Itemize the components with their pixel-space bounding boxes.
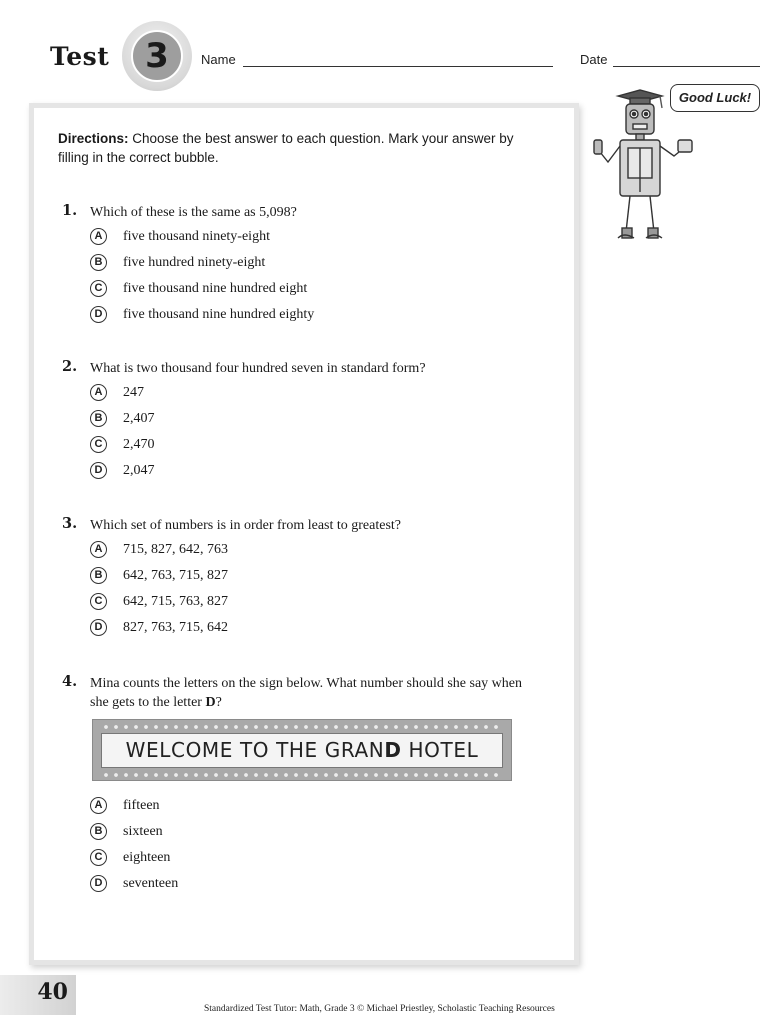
answer-text: 2,407 [123, 411, 155, 426]
answer-text: seventeen [123, 876, 179, 891]
answer-bubble-c[interactable]: C [90, 280, 107, 297]
question-text-main: Mina counts the letters on the sign below. What number should she say when she gets to the letter [90, 676, 522, 710]
answer-bubble-d[interactable]: D [90, 306, 107, 323]
answer-bubble-b[interactable]: B [90, 823, 107, 840]
date-label: Date [580, 52, 608, 67]
question-text-letter: D [205, 695, 216, 710]
question-text: Which of these is the same as 5,098? [90, 205, 297, 220]
answer-text: 827, 763, 715, 642 [123, 620, 228, 635]
directions [58, 129, 528, 167]
answer-text: five thousand nine hundred eight [123, 281, 308, 296]
sign-text-end: HOTEL [401, 738, 479, 762]
answer-bubble-a[interactable]: A [90, 541, 107, 558]
answer-text: five thousand ninety-eight [123, 229, 270, 244]
answer-text: 247 [123, 385, 144, 400]
answer-bubble-d[interactable]: D [90, 875, 107, 892]
question-number: 2. [62, 358, 78, 375]
answer-bubble-d[interactable]: D [90, 462, 107, 479]
question-number: 3. [62, 515, 78, 532]
answer-text: 2,470 [123, 437, 155, 452]
answer-text: 2,047 [123, 463, 155, 478]
answer-text: five hundred ninety-eight [123, 255, 266, 270]
sign-text-start: WELCOME TO THE GRAN [125, 738, 385, 762]
question-text: What is two thousand four hundred seven in standard form? [90, 361, 426, 376]
hotel-sign [92, 719, 512, 781]
page-number-tab [0, 975, 76, 1015]
answer-bubble-c[interactable]: C [90, 849, 107, 866]
answer-bubble-b[interactable]: B [90, 254, 107, 271]
name-field[interactable] [243, 66, 553, 67]
answer-text: fifteen [123, 798, 160, 813]
question-text [90, 674, 530, 712]
sign-text [101, 733, 503, 768]
answer-text: 642, 763, 715, 827 [123, 568, 228, 583]
page-number: 40 [37, 979, 68, 1005]
answer-text: 715, 827, 642, 763 [123, 542, 228, 557]
answer-bubble-c[interactable]: C [90, 436, 107, 453]
answer-text: five thousand nine hundred eighty [123, 307, 315, 322]
answer-bubble-a[interactable]: A [90, 228, 107, 245]
answer-text: sixteen [123, 824, 163, 839]
answer-bubble-a[interactable]: A [90, 797, 107, 814]
answer-text: 642, 715, 763, 827 [123, 594, 228, 609]
question-number: 1. [62, 202, 78, 219]
question-text-end: ? [215, 695, 222, 710]
answer-bubble-b[interactable]: B [90, 567, 107, 584]
sign-lights-bottom [101, 771, 503, 779]
good-luck-text: Good Luck! [678, 90, 752, 105]
directions-text: Choose the best answer to each question. Mark your answer by filling in the correct bubble. [58, 131, 514, 165]
sign-text-letter: D [384, 738, 402, 762]
date-field[interactable] [613, 66, 760, 67]
answer-text: eighteen [123, 850, 171, 865]
answer-bubble-b[interactable]: B [90, 410, 107, 427]
answer-bubble-d[interactable]: D [90, 619, 107, 636]
name-label: Name [201, 52, 236, 67]
directions-label: Directions: [58, 131, 129, 146]
question-text: Which set of numbers is in order from least to greatest? [90, 518, 402, 533]
test-label: Test [50, 42, 110, 71]
footer-credit: Standardized Test Tutor: Math, Grade 3 © Michael Priestley, Scholastic Teaching Resources [204, 1004, 555, 1014]
sign-lights-top [101, 723, 503, 731]
question-number: 4. [62, 673, 78, 690]
speech-bubble [670, 84, 760, 112]
test-number: 3 [145, 36, 169, 76]
answer-bubble-c[interactable]: C [90, 593, 107, 610]
answer-bubble-a[interactable]: A [90, 384, 107, 401]
